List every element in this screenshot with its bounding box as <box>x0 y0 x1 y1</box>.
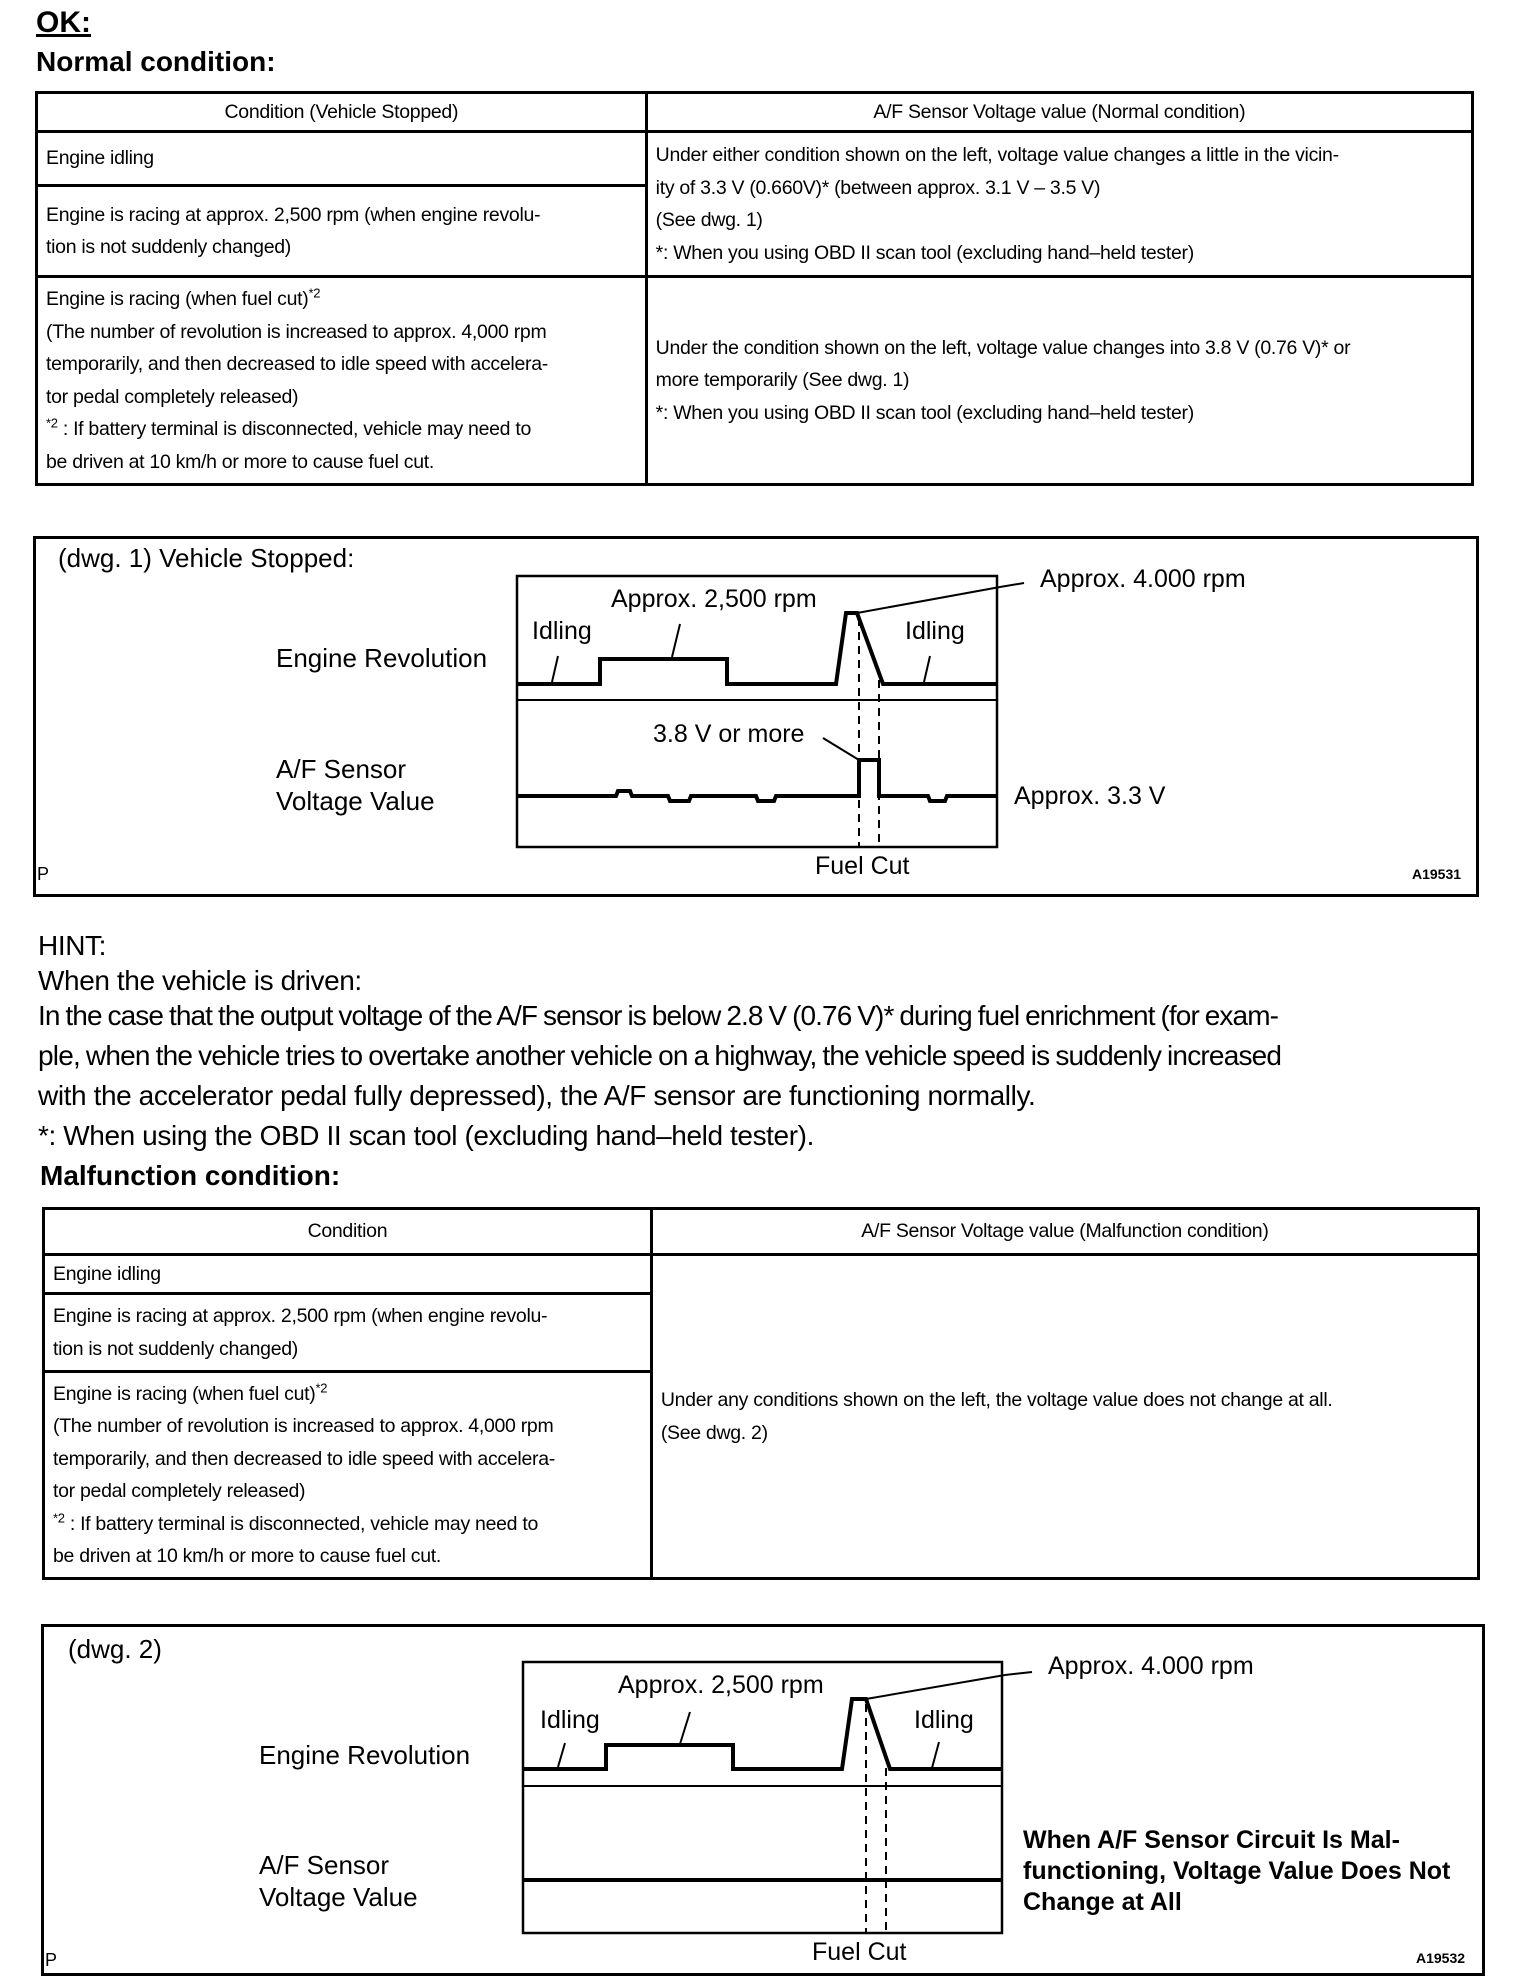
condition-cell: Engine is racing (when fuel cut)$^{*2}$ (The number of revolution is increased to approx. 4,000 rpm temporarily, and then decreased to idle speed with accelera- tor pedal completely released) $^{*2}$ : If battery terminal is disconnected, vehicle may need to be driven at 10 km/h or more to cause fuel cut. <box>44 1372 652 1579</box>
af-sensor-label: A/F Sensor <box>259 1850 390 1880</box>
hint-line: In the case that the output voltage of the A/F sensor is below 2.8 V (0.76 V)* during fuel enrichment (for exam- <box>38 1000 1279 1031</box>
rpm-4000-label: Approx. 4.000 rpm <box>1040 565 1246 593</box>
drawing-2-title: (dwg. 2) <box>68 1634 162 1664</box>
hint-line: ple, when the vehicle tries to overtake another vehicle on a highway, the vehicle speed is suddenly increased <box>38 1040 1282 1071</box>
fuel-cut-label: Fuel Cut <box>812 1938 907 1966</box>
hint-line: When the vehicle is driven: <box>38 965 362 996</box>
drawing-1-title: (dwg. 1) Vehicle Stopped: <box>58 543 355 573</box>
condition-cell: Engine idling <box>44 1255 652 1294</box>
idling-right-label: Idling <box>905 617 965 645</box>
idling-left-label: Idling <box>532 617 592 645</box>
voltage-value-label: Voltage Value <box>259 1882 418 1912</box>
rpm-2500-label: Approx. 2,500 rpm <box>618 1671 824 1699</box>
column-header-voltage: A/F Sensor Voltage value (Malfunction condition) <box>651 1209 1478 1255</box>
voltage-spike-label: 3.8 V or more <box>653 720 805 748</box>
normal-condition-heading: Normal condition: <box>36 46 276 77</box>
condition-cell: Engine is racing at approx. 2,500 rpm (when engine revolu- tion is not suddenly changed) <box>44 1294 652 1372</box>
hint-line: with the accelerator pedal fully depressed), the A/F sensor are functioning normally. <box>38 1080 1036 1111</box>
idling-left-label: Idling <box>540 1706 600 1734</box>
af-sensor-label: A/F Sensor <box>276 754 407 784</box>
voltage-value-cell: Under the condition shown on the left, voltage value changes into 3.8 V (0.76 V)* or more temporarily (See dwg. 1) *: When you using OBD II scan tool (excluding hand–held tester) <box>646 277 1472 485</box>
column-header-condition: Condition (Vehicle Stopped) <box>37 93 647 132</box>
figure-id: A19532 <box>1416 1950 1466 1966</box>
corner-mark: P <box>45 1950 58 1970</box>
hint-line: *: When using the OBD II scan tool (excluding hand–held tester). <box>38 1120 814 1151</box>
engine-revolution-label: Engine Revolution <box>276 643 488 673</box>
engine-revolution-label: Engine Revolution <box>259 1740 471 1770</box>
condition-cell: Engine is racing (when fuel cut)$^{*2}$ (The number of revolution is increased to approx. 4,000 rpm temporarily, and then decreased to idle speed with accelera- tor pedal completely released) $^{*2}$ : If battery terminal is disconnected, vehicle may need to be driven at 10 km/h or more to cause fuel cut. <box>37 277 647 485</box>
fuel-cut-label: Fuel Cut <box>815 852 910 880</box>
malfunction-note: When A/F Sensor Circuit Is Mal- functioning, Voltage Value Does Not Change at All <box>1023 1826 1451 1916</box>
hint-label: HINT: <box>38 930 107 961</box>
voltage-base-label: Approx. 3.3 V <box>1014 782 1166 810</box>
rpm-2500-label: Approx. 2,500 rpm <box>611 585 817 613</box>
voltage-value-cell: Under either condition shown on the left, voltage value changes a little in the vicin- ity of 3.3 V (0.660V)* (between approx. 3.1 V – 3.5 V) (See dwg. 1) *: When you using OBD II scan tool (excluding hand–held tester) <box>646 132 1472 277</box>
ok-heading: OK: <box>36 6 91 39</box>
voltage-value-label: Voltage Value <box>276 786 435 816</box>
figure-id: A19531 <box>1412 866 1462 882</box>
voltage-value-cell: Under any conditions shown on the left, the voltage value does not change at all. (See dwg. 2) <box>651 1255 1478 1579</box>
corner-mark: P <box>37 864 50 884</box>
rpm-4000-label: Approx. 4.000 rpm <box>1048 1652 1254 1680</box>
condition-cell: Engine idling <box>37 132 647 186</box>
malfunction-condition-heading: Malfunction condition: <box>40 1160 341 1191</box>
column-header-voltage: A/F Sensor Voltage value (Normal condition) <box>646 93 1472 132</box>
column-header-condition: Condition <box>44 1209 652 1255</box>
condition-cell: Engine is racing at approx. 2,500 rpm (when engine revolu- tion is not suddenly changed) <box>37 186 647 277</box>
idling-right-label: Idling <box>914 1706 974 1734</box>
